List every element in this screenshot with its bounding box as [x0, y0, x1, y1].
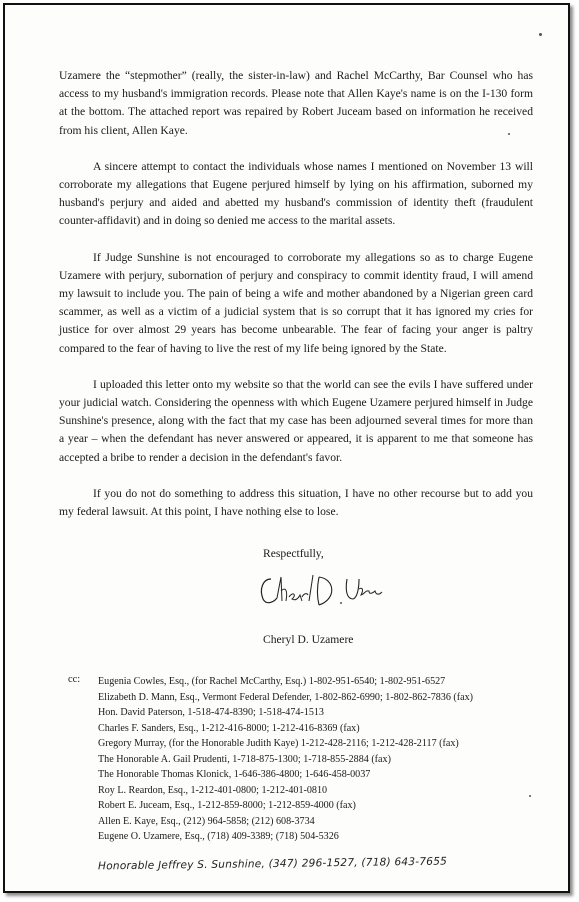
cc-recipient: Hon. David Paterson, 1-518-474-8390; 1-518-474-1513	[98, 707, 324, 718]
handwritten-signature	[255, 565, 385, 615]
handwritten-cc-recipient: Honorable Jeffrey S. Sunshine, (347) 296-1527, (718) 643-7655	[97, 855, 448, 873]
letter-closing: Respectfully,	[263, 547, 324, 560]
letter-body	[59, 67, 533, 539]
document-page	[3, 3, 570, 893]
signer-name: Cheryl D. Uzamere	[263, 633, 354, 646]
letter-paragraph: Uzamere the “stepmother” (really, the sister-in-law) and Rachel McCarthy, Bar Counsel who has access to my husband's immigration records. Please note that Allen Kaye's name is on the I-130 form at the bottom. The attached report was repaired by Robert Juceam based on information he received from his client, Allen Kaye.	[59, 69, 533, 137]
cc-recipient: Charles F. Sanders, Esq., 1-212-416-8000; 1-212-416-8369 (fax)	[98, 722, 360, 734]
scan-speck	[529, 795, 531, 797]
cc-list	[98, 674, 548, 845]
cc-recipient: Elizabeth D. Mann, Esq., Vermont Federal Defender, 1-802-862-6990; 1-802-862-7836 (fax)	[98, 691, 474, 703]
cc-recipient: Eugenia Cowles, Esq., (for Rachel McCarthy, Esq.) 1-802-951-6540; 1-802-951-6527	[98, 676, 446, 687]
cc-recipient: Roy L. Reardon, Esq., 1-212-401-0800; 1-212-401-0810	[98, 784, 328, 796]
cc-recipient: Robert E. Juceam, Esq., 1-212-859-8000; 1-212-859-4000 (fax)	[98, 800, 356, 811]
cc-recipient: Allen E. Kaye, Esq., (212) 964-5858; (212) 608-3734	[98, 815, 315, 827]
scan-speck	[539, 33, 542, 36]
letter-paragraph: If you do not do something to address this situation, I have no other recourse but to add you my federal lawsuit. At this point, I have nothing else to lose.	[59, 486, 533, 519]
cc-recipient: The Honorable A. Gail Prudenti, 1-718-875-1300; 1-718-855-2884 (fax)	[98, 753, 391, 765]
letter-paragraph: A sincere attempt to contact the individuals whose names I mentioned on November 13 will corroborate my allegations that Eugene perjured himself by lying on his affirmation, suborned my husband's perjury and aided and abetted my husband's commission of identity theft (fraudulent counter-affidavit) and in doing so denied me access to the marital assets.	[59, 159, 533, 228]
letter-paragraph: If Judge Sunshine is not encouraged to corroborate my allegations so as to charge Eugene Uzamere with perjury, subornation of perjury and conspiracy to commit identity fraud, I will amend my lawsuit to include you. The pain of being a wife and mother abandoned by a Nigerian green card scammer, as well as a victim of a judicial system that is so corrupt that it has ignored my cries for justice for over almost 29 years has become unbearable. The fear of facing your anger is paltry compared to the fear of having to live the rest of my life being ignored by the State.	[59, 250, 533, 355]
scan-speck	[508, 133, 510, 135]
cc-recipient: The Honorable Thomas Klonick, 1-646-386-4800; 1-646-458-0037	[98, 769, 371, 780]
cc-label: cc:	[68, 674, 81, 685]
cc-recipient: Gregory Murray, (for the Honorable Judith Kaye) 1-212-428-2116; 1-212-428-2117 (fax)	[98, 738, 459, 749]
cc-recipient: Eugene O. Uzamere, Esq., (718) 409-3389; (718) 504-5326	[98, 831, 339, 842]
letter-paragraph: I uploaded this letter onto my website so that the world can see the evils I have suffered under your judicial watch. Considering the openness with which Eugene Uzamere perjured himself in Judge Sunshine's presence, along with the fact that my case has been adjourned several times for more than a year – when the defendant has never answered or appeared, it is apparent to me that someone has accepted a bribe to render a decision in the defendant's favor.	[59, 377, 533, 464]
